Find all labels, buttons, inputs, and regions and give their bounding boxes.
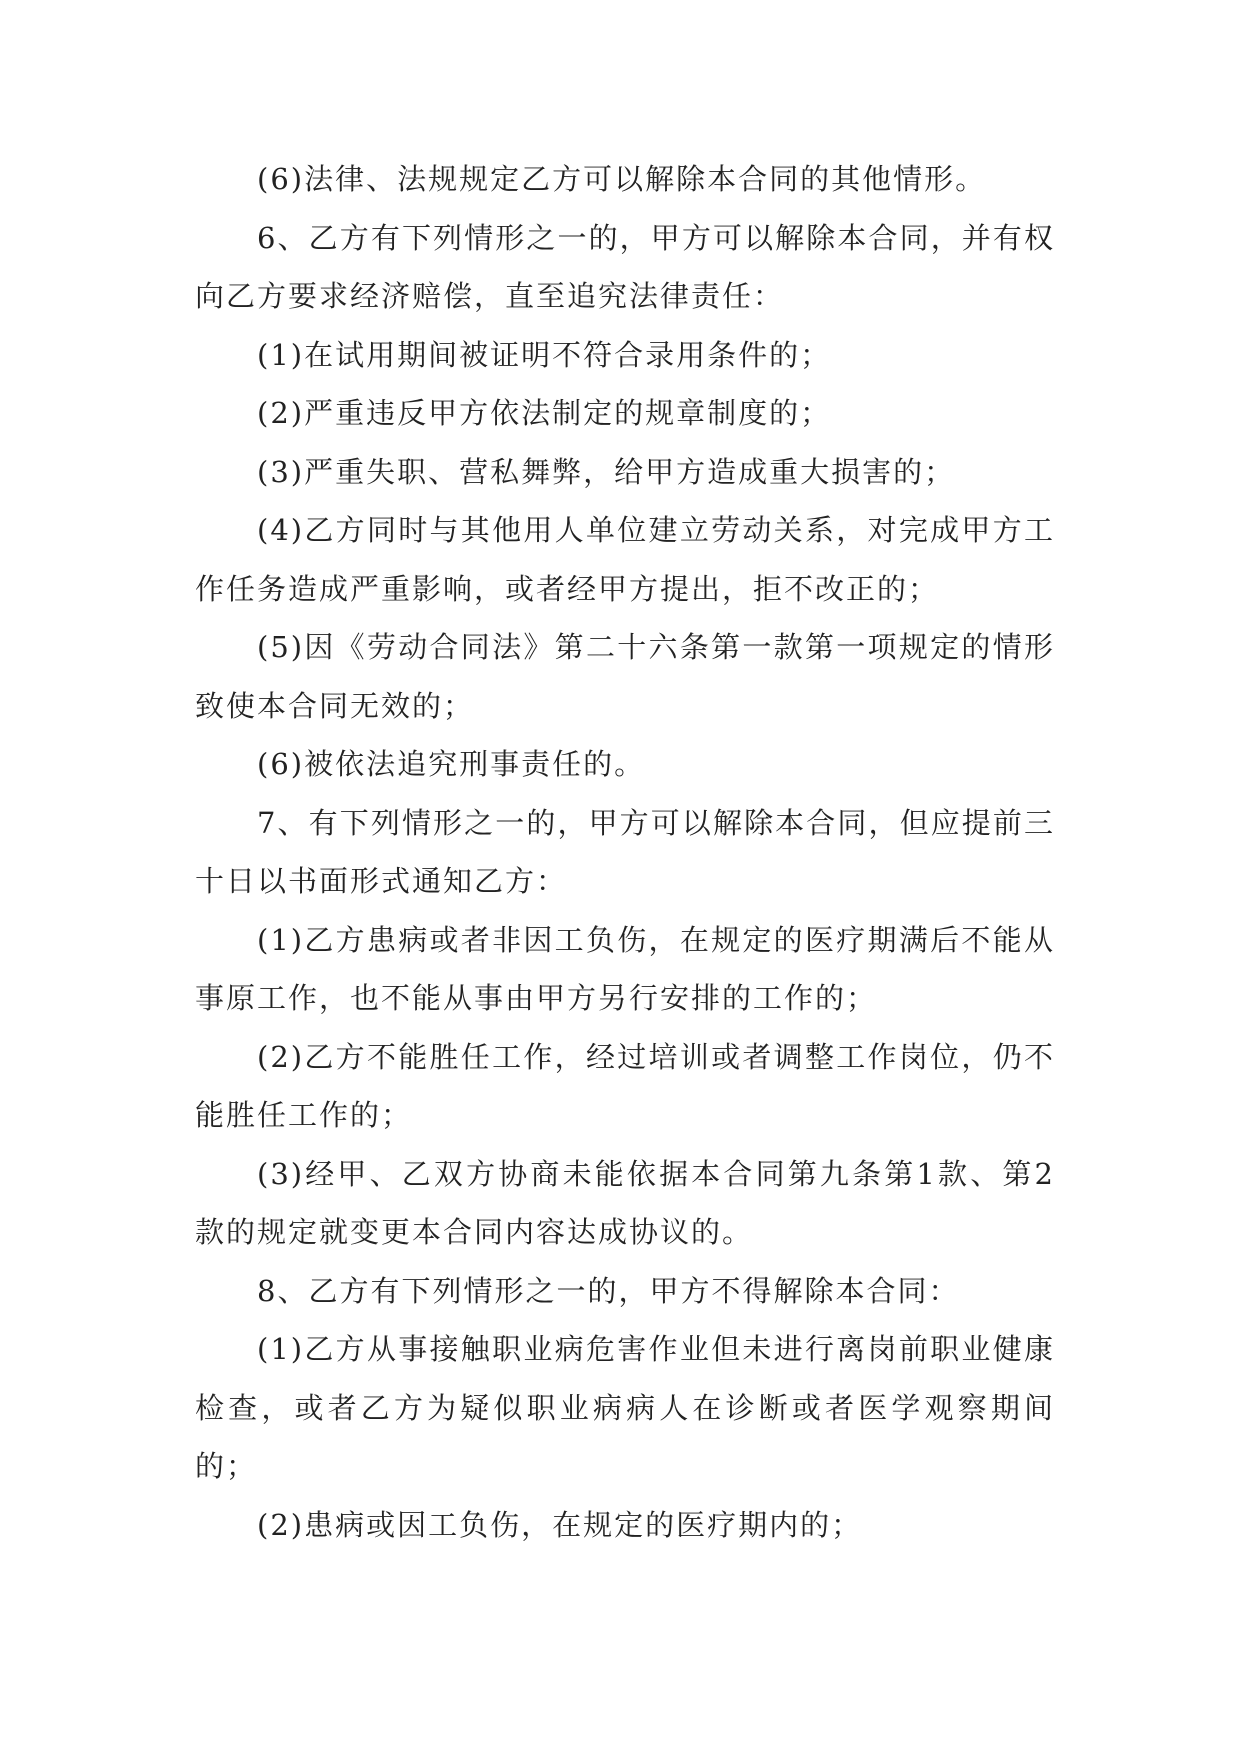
paragraph: (4)乙方同时与其他用人单位建立劳动关系，对完成甲方工作任务造成严重影响，或者经甲方提出，拒不改正的；: [195, 513, 1055, 606]
paragraph: (1)乙方从事接触职业病危害作业但未进行离岗前职业健康检查，或者乙方为疑似职业病病人在诊断或者医学观察期间的；: [195, 1332, 1055, 1483]
paragraph: (1)在试用期间被证明不符合录用条件的；: [257, 337, 832, 372]
paragraph: (3)严重失职、营私舞弊，给甲方造成重大损害的；: [257, 454, 956, 489]
paragraph: (2)患病或因工负伤，在规定的医疗期内的；: [257, 1507, 863, 1542]
paragraph: 6、乙方有下列情形之一的，甲方可以解除本合同，并有权向乙方要求经济赔偿，直至追究法律责任：: [195, 220, 1055, 313]
paragraph: (3)经甲、乙双方协商未能依据本合同第九条第1款、第2款的规定就变更本合同内容达成协议的。: [195, 1156, 1055, 1249]
paragraph: 8、乙方有下列情形之一的，甲方不得解除本合同：: [257, 1273, 960, 1308]
paragraph: (1)乙方患病或者非因工负伤，在规定的医疗期满后不能从事原工作，也不能从事由甲方另行安排的工作的；: [195, 922, 1055, 1015]
paragraph: (6)被依法追究刑事责任的。: [257, 747, 646, 781]
paragraph: (5)因《劳动合同法》第二十六条第一款第一项规定的情形致使本合同无效的；: [195, 630, 1055, 723]
paragraph: (6)法律、法规规定乙方可以解除本合同的其他情形。: [257, 162, 987, 196]
paragraph: (2)严重违反甲方依法制定的规章制度的；: [257, 396, 832, 430]
paragraph: (2)乙方不能胜任工作，经过培训或者调整工作岗位，仍不能胜任工作的；: [195, 1039, 1055, 1132]
paragraph: 7、有下列情形之一的，甲方可以解除本合同，但应提前三十日以书面形式通知乙方：: [195, 805, 1055, 898]
document-body: [195, 150, 1055, 1554]
